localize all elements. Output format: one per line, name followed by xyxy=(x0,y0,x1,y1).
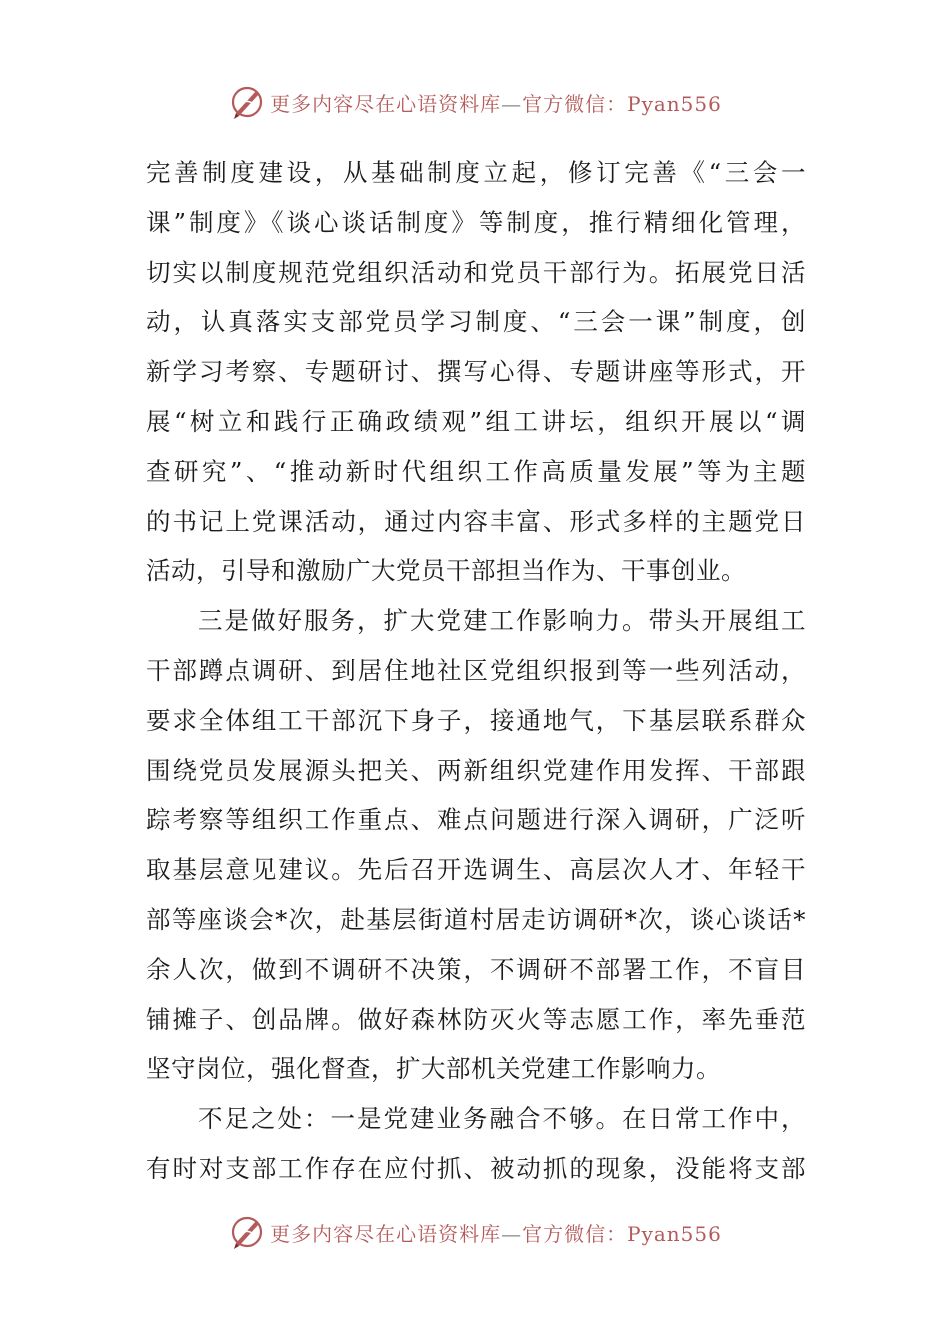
watermark-main-text: 更多内容尽在心语资料库 xyxy=(270,91,502,116)
text-line: 部等座谈会*次，赴基层街道村居走访调研*次，谈心谈话* xyxy=(146,904,806,934)
watermark-contact-text: 官方微信：Pyan556 xyxy=(522,91,722,116)
watermark-text xyxy=(270,1218,722,1247)
text-line: 围绕党员发展源头把关、两新组织党建作用发挥、干部跟 xyxy=(146,755,806,785)
text-line: 坚守岗位，强化督查，扩大部机关党建工作影响力。 xyxy=(146,1054,721,1084)
text-line: 不足之处：一是党建业务融合不够。在日常工作中， xyxy=(198,1104,806,1134)
watermark-main-text: 更多内容尽在心语资料库 xyxy=(270,1221,502,1246)
text-line: 新学习考察、专题研讨、撰写心得、专题讲座等形式，开 xyxy=(146,357,806,387)
text-line: 课”制度》《谈心谈话制度》等制度，推行精细化管理， xyxy=(146,207,806,237)
text-line: 要求全体组工干部沉下身子，接通地气，下基层联系群众 xyxy=(146,705,806,735)
watermark-contact-text: 官方微信：Pyan556 xyxy=(522,1221,722,1246)
paragraph-1 xyxy=(146,148,806,596)
text-line: 有时对支部工作存在应付抓、被动抓的现象，没能将支部 xyxy=(146,1153,806,1183)
pen-logo-icon xyxy=(228,1213,266,1251)
paragraph-2 xyxy=(146,596,806,1094)
text-line: 切实以制度规范党组织活动和党员干部行为。拓展党日活 xyxy=(146,257,806,287)
text-line: 余人次，做到不调研不决策，不调研不部署工作，不盲目 xyxy=(146,954,806,984)
text-line: 展“树立和践行正确政绩观”组工讲坛，组织开展以“调 xyxy=(146,406,806,436)
document-body xyxy=(146,148,806,1194)
paragraph-3 xyxy=(146,1094,806,1194)
text-line: 完善制度建设，从基础制度立起，修订完善《“三会一 xyxy=(146,158,806,187)
text-line: 的书记上党课活动，通过内容丰富、形式多样的主题党日 xyxy=(146,506,806,536)
watermark-separator: — xyxy=(501,91,523,116)
text-line: 踪考察等组织工作重点、难点问题进行深入调研，广泛听 xyxy=(146,805,806,835)
text-line: 查研究”、“推动新时代组织工作高质量发展”等为主题 xyxy=(146,456,806,486)
footer-watermark xyxy=(0,1212,950,1252)
header-watermark xyxy=(0,82,950,122)
watermark-text xyxy=(270,88,722,117)
pen-logo-icon xyxy=(228,83,266,121)
text-line: 动，认真落实支部党员学习制度、“三会一课”制度，创 xyxy=(146,307,806,337)
watermark-separator: — xyxy=(501,1221,523,1246)
text-line: 活动，引导和激励广大党员干部担当作为、干事创业。 xyxy=(146,556,746,586)
text-line: 干部蹲点调研、到居住地社区党组织报到等一些列活动， xyxy=(146,655,806,685)
text-line: 取基层意见建议。先后召开选调生、高层次人才、年轻干 xyxy=(146,855,806,885)
text-line: 三是做好服务，扩大党建工作影响力。带头开展组工 xyxy=(198,606,806,636)
text-line: 铺摊子、创品牌。做好森林防灭火等志愿工作，率先垂范 xyxy=(146,1004,806,1034)
